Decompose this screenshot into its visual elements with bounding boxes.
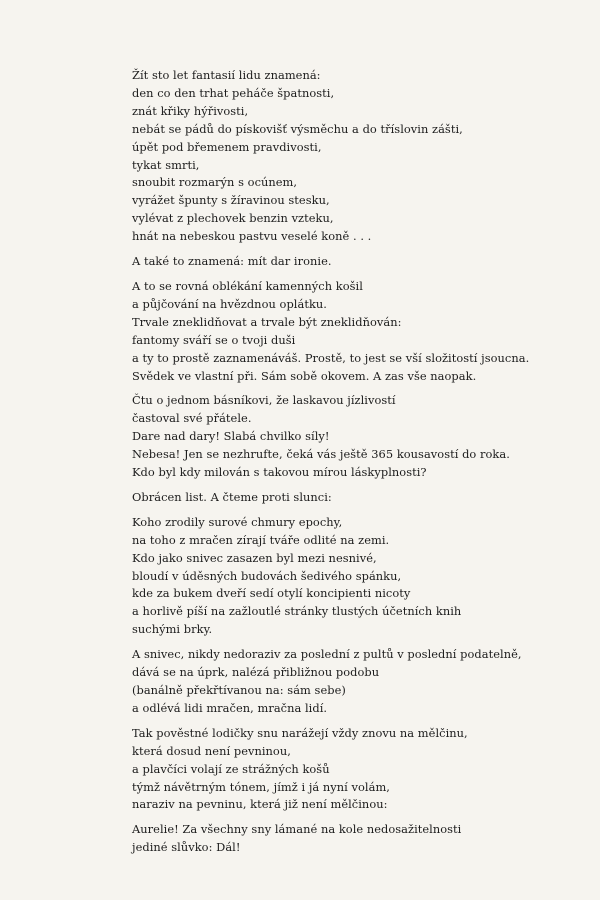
poem-line: A také to znamená: mít dar ironie. xyxy=(132,254,332,269)
poem-stanza xyxy=(132,725,552,815)
poem-line: znát křiky hýřivosti, xyxy=(132,103,249,118)
poem-line: fantomy sváří se o tvoji duši xyxy=(132,332,296,347)
poem-line: suchými brky. xyxy=(132,622,213,637)
poem-line: a půjčování na hvězdnou oplátku. xyxy=(132,296,327,311)
poem-line: Obrácen list. A čteme proti slunci: xyxy=(132,489,332,504)
poem-line: týmž návětrným tónem, jímž i já nyní volám, xyxy=(132,779,390,794)
poem-line: hnát na nebeskou pastvu veselé koně . . . xyxy=(132,229,372,244)
poem-line: a odlévá lidi mračen, mračna lidí. xyxy=(132,700,328,715)
poem-line: a plavčíci volají ze strážných košů xyxy=(132,761,330,776)
poem-stanza xyxy=(132,489,552,507)
poem-line: A to se rovná oblékání kamenných košil xyxy=(132,278,363,293)
poem-line: Koho zrodily surové chmury epochy, xyxy=(132,514,343,529)
poem-stanza xyxy=(132,278,552,385)
poem-line: Kdo byl kdy milován s takovou mírou láskyplnosti? xyxy=(132,465,427,480)
poem-line: tykat smrti, xyxy=(132,157,200,172)
poem-line: a ty to prostě zaznamenáváš. Prostě, to jest se vší složitostí jsoucna. xyxy=(132,350,530,365)
poem-line: Trvale zneklidňovat a trvale být zneklidňován: xyxy=(132,314,402,329)
poem-line: snoubit rozmarýn s ocúnem, xyxy=(132,175,298,190)
poem-line: bloudí v úděsných budovách šedivého spánku, xyxy=(132,568,402,583)
poem-line: Tak pověstné lodičky snu narážejí vždy znovu na mělčinu, xyxy=(132,725,468,740)
poem-line: jediné slůvko: Dál! xyxy=(132,840,241,855)
poem-line: Dare nad dary! Slabá chvilko síly! xyxy=(132,429,330,444)
poem-stanza xyxy=(132,67,552,246)
poem-line: Kdo jako snivec zasazen byl mezi nesnivé, xyxy=(132,550,377,565)
poem-text xyxy=(132,67,552,864)
poem-line: (banálně překřtívanou na: sám sebe) xyxy=(132,683,346,697)
poem-line: úpět pod břemenem pravdivosti, xyxy=(132,139,322,154)
poem-line: Nebesa! Jen se nezhrufte, čeká vás ještě 365 kousavostí do roka. xyxy=(132,447,510,462)
poem-line: den co den trhat peháče špatnosti, xyxy=(132,85,335,100)
poem-line: dává se na úprk, nalézá přibližnou podobu xyxy=(132,665,380,680)
poem-line: častoval své přátele. xyxy=(132,411,252,426)
poem-line: Žít sto let fantasií lidu znamená: xyxy=(132,68,321,82)
poem-line: vylévat z plechovek benzin vzteku, xyxy=(132,211,334,226)
poem-line: naraziv na pevninu, která již není mělčinou: xyxy=(132,797,388,812)
poem-line: vyrážet špunty s žíravinou stesku, xyxy=(132,193,330,208)
poem-line: která dosud není pevninou, xyxy=(132,743,291,758)
poem-line: A snivec, nikdy nedoraziv za poslední z pultů v poslední podatelně, xyxy=(132,647,522,662)
poem-line: Aurelie! Za všechny sny lámané na kole nedosažitelnosti xyxy=(132,822,462,837)
poem-stanza xyxy=(132,821,552,857)
poem-line: na toho z mračen zírají tváře odlité na zemi. xyxy=(132,532,390,547)
poem-line: Svědek ve vlastní při. Sám sobě okovem. A zas vše naopak. xyxy=(132,368,477,383)
poem-stanza xyxy=(132,392,552,482)
poem-stanza xyxy=(132,646,552,718)
poem-stanza xyxy=(132,253,552,271)
poem-line: a horlivě píší na zažloutlé stránky tlustých účetních knih xyxy=(132,604,462,619)
poem-stanza xyxy=(132,514,552,639)
poem-line: kde za bukem dveří sedí otylí koncipienti nicoty xyxy=(132,586,411,601)
poem-line: nebát se pádů do pískovišť výsměchu a do tříslovin zášti, xyxy=(132,121,463,136)
poem-line: Čtu o jednom básníkovi, že laskavou jízlivostí xyxy=(132,393,396,408)
